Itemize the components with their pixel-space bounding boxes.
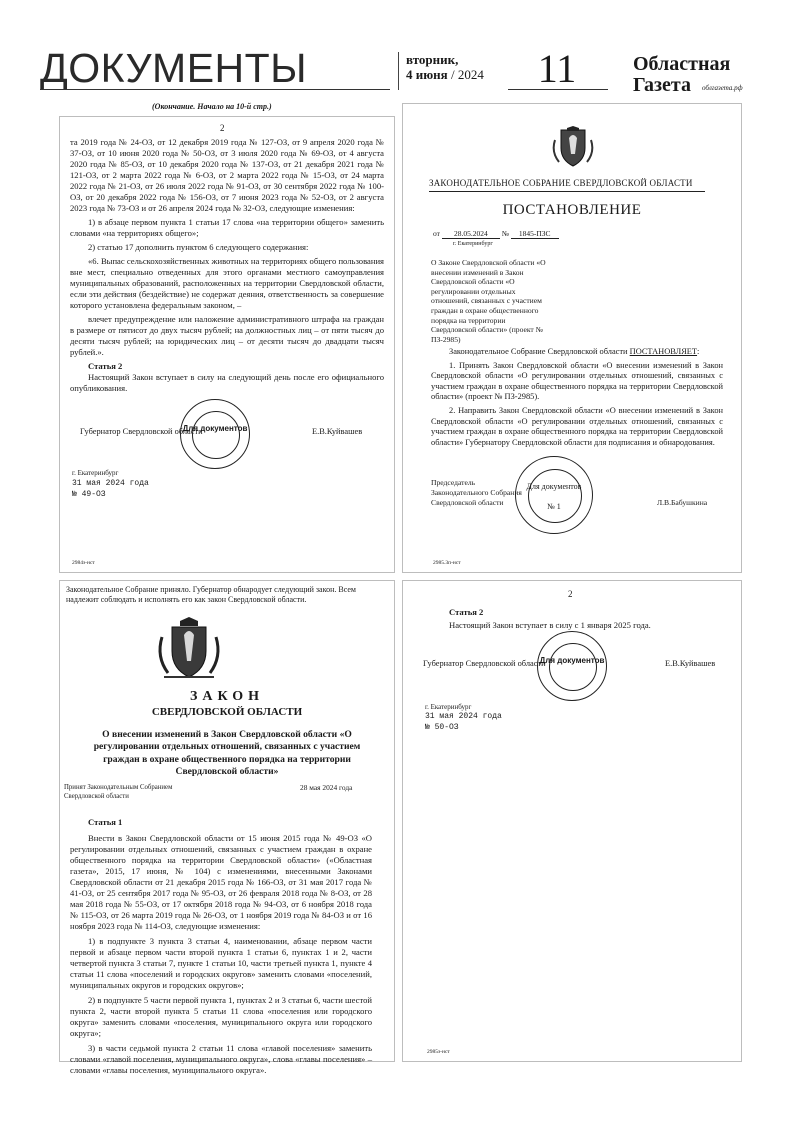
signer-name: Е.В.Куйвашев [665, 659, 716, 668]
seal-inner-ring [549, 643, 597, 691]
page-number: 11 [537, 46, 577, 91]
paragraph: Настоящий Закон вступает в силу на следующий день после его официального опубликования. [70, 372, 384, 393]
continuation-note: (Окончание. Начало на 10-й стр.) [152, 102, 272, 111]
document-law-50-page2 [402, 580, 742, 1062]
adopted-by-line2: Свердловской области [64, 793, 129, 800]
seal-label: Для документов [539, 656, 605, 665]
paragraph: влечет предупреждение или наложение административного штрафа на граждан в размере от пятисот до двух тысяч рублей; на должностных лиц – от пяти тысяч до десяти тысяч рублей; на юридических лиц – от десяти тысяч до двадцати тысяч рублей.». [70, 314, 384, 357]
from-label: от [433, 229, 440, 238]
resolution-item: 2. Направить Закон Свердловской области «О внесении изменений в Закон Свердловской области «О регулировании отдельных отношений, связанных с участием граждан в охране общественного порядка на территории Свердловской области» Губернатору Свердловской области для подписания и обнародования. [431, 405, 723, 447]
footer-code: 2984з-нст [72, 560, 95, 566]
law-body [70, 817, 372, 1076]
seal-inner-ring [528, 469, 582, 523]
paragraph: «6. Выпас сельскохозяйственных животных на территориях общего пользования вне мест, специально отведенных для этого органами местного самоуправления муниципальных образований, расположенных на территории Свердловской области, если эти действия (бездействие) не содержат деяния, ответственность за совершение которого установлена федеральным законом, – [70, 256, 384, 310]
law-word: ЗАКОН [189, 689, 265, 704]
proclamation: Законодательное Собрание приняло. Губернатор обнародует следующий закон. Всем надлежит соблюдать и исполнять его как закон Свердловской области. [66, 585, 356, 605]
issue-weekday: вторник, [406, 52, 459, 67]
document-type: ПОСТАНОВЛЕНИЕ [502, 202, 642, 218]
sign-date: 31 мая 2024 года [72, 479, 149, 488]
page-number-rule [508, 89, 608, 90]
header-rule [40, 89, 390, 90]
page-indicator: 2 [568, 589, 573, 599]
issue-date-year: / 2024 [447, 67, 484, 82]
coat-of-arms-emblem [551, 126, 595, 170]
paragraph: та 2019 года № 24-ОЗ, от 12 декабря 2019 года № 127-ОЗ, от 9 апреля 2020 года № 37-ОЗ, от 10 июня 2020 года № 50-ОЗ, от 3 июля 2020 года № 69-ОЗ, от 4 августа 2020 года № 85-ОЗ, от 10 декабря 2020 года № 137-ОЗ, от 21 декабря 2021 года № 121-ОЗ, от 2 марта 2022 года № 6-ОЗ, от 2 марта 2022 года № 15-ОЗ, от 24 марта 2022 года № 21-ОЗ, от 26 июля 2022 года № 91-ОЗ, от 30 сентября 2022 года № 100-ОЗ, от 20 декабря 2022 года № 156-ОЗ, от 7 июня 2023 года № 52-ОЗ, от 2 августа 2023 года № 73-ОЗ и от 26 апреля 2024 года № 32-ОЗ, следующие изменения: [70, 137, 384, 213]
document-law-49-page2 [59, 116, 395, 573]
paragraph: 2) в подпункте 5 части первой пункта 1, пунктах 2 и 3 статьи 6, части шестой пункта 2, части второй пункта 5 статьи 11 слова «поселения или городского округа» заменить словами «поселения, муниципального округа или городского округа»; [70, 995, 372, 1038]
authority-name: ЗАКОНОДАТЕЛЬНОЕ СОБРАНИЕ СВЕРДЛОВСКОЙ ОБЛАСТИ [429, 178, 693, 188]
chair-name: Л.В.Бабушкина [657, 498, 708, 507]
adopted-by-line1: Принят Законодательным Собранием [64, 784, 173, 791]
paragraph: Настоящий Закон вступает в силу с 1 января 2025 года. [449, 620, 651, 630]
paragraph: 1) в абзаце первом пункта 1 статьи 17 слова «на территории общего» заменить словами «на территориях общего»; [70, 217, 384, 238]
issue-date [406, 67, 484, 82]
signer-name: Е.В.Куйвашев [312, 427, 363, 436]
seal-label: Для документов [182, 424, 248, 433]
law-body [70, 137, 384, 394]
seal-stamp [537, 631, 607, 701]
seal-stamp [180, 399, 250, 469]
preamble-text: Законодательное Собрание Свердловской области [449, 347, 630, 356]
article-heading: Статья 1 [88, 817, 123, 827]
seal-stamp [515, 456, 593, 534]
coat-of-arms-emblem [154, 617, 224, 685]
sign-date: 31 мая 2024 года [425, 712, 502, 721]
chair-title-line3: Свердловской области [431, 498, 504, 507]
article-heading: Статья 2 [88, 361, 123, 371]
newspaper-name-line2: Газета [633, 74, 691, 96]
document-law-page1 [59, 580, 395, 1075]
authority-rule [429, 191, 705, 192]
document-date-line [433, 229, 559, 239]
preamble-end: : [697, 347, 700, 356]
chair-title-line2: Законодательного Собрания [431, 488, 522, 497]
footer-code: 2985.3п-нст [433, 560, 461, 566]
law-number: № 49-ОЗ [72, 490, 106, 499]
header-separator [398, 52, 399, 90]
newspaper-site: облгазета.рф [702, 84, 743, 92]
law-title: О внесении изменений в Закон Свердловской области «О регулировании отдельных отношений, связанных с участием граждан в охране общественного порядка на территории Свердловской области» [93, 729, 361, 778]
paragraph: Внести в Закон Свердловской области от 15 июня 2015 года № 49-ОЗ «О регулировании отдельных отношений, связанных с участием граждан в охране общественного порядка на территории Свердловской области» («Областная газета», 2015, 17 июня, № 104) с изменениями, внесенными Законами Свердловской области от 21 декабря 2015 года № 166-ОЗ, от 31 мая 2017 года № 41-ОЗ, от 25 сентября 2017 года № 95-ОЗ, от 26 февраля 2018 года № 8-ОЗ, от 28 мая 2018 года № 55-ОЗ, от 17 октября 2018 года № 94-ОЗ, от 6 ноября 2018 года № 115-ОЗ, от 26 марта 2019 года № 26-ОЗ, от 1 ноября 2019 года № 84-ОЗ и от 16 ноября 2023 года № 114-ОЗ, следующие изменения: [70, 833, 372, 931]
chair-title [431, 478, 522, 508]
document-city: г. Екатеринбург [453, 241, 493, 247]
newspaper-name-line1: Областная [633, 53, 731, 75]
article-heading: Статья 2 [449, 607, 484, 617]
paragraph: 2) статью 17 дополнить пунктом 6 следующего содержания: [88, 242, 309, 252]
section-title: ДОКУМЕНТЫ [40, 45, 307, 91]
page-indicator: 2 [220, 123, 225, 133]
footer-code: 2985з-нст [427, 1049, 450, 1055]
signer-title: Губернатор Свердловской области [423, 659, 546, 668]
document-number: 1845-ПЗС [511, 229, 559, 239]
seal-number: № 1 [547, 502, 561, 511]
document-resolution-1845 [402, 103, 742, 573]
resolution-item: 1. Принять Закон Свердловской области «О внесении изменений в Закон Свердловской области «О регулировании отдельных отношений, связанных с участием граждан в охране общественного порядка на территории Свердловской области» (проект № ПЗ-2985). [431, 360, 723, 402]
sign-city: г. Екатеринбург [72, 469, 119, 477]
preamble-verb: ПОСТАНОВЛЯЕТ [629, 347, 698, 356]
paragraph: 3) в части седьмой пункта 2 статьи 11 слова «главой поселения» заменить словами «главой поселения, муниципального округа», слова «главы поселения» – словами «главы поселения, муниципального округа». [70, 1043, 372, 1075]
number-label: № [501, 229, 509, 238]
preamble [431, 347, 723, 358]
document-date: 28.05.2024 [442, 229, 500, 239]
sign-city: г. Екатеринбург [425, 703, 472, 711]
adopted-date: 28 мая 2024 года [300, 783, 353, 792]
paragraph: 1) в подпункте 3 пункта 3 статьи 4, наименовании, абзаце первом части первой и абзаце первом части второй пункта 1 статьи 6, пунктах 1 и 2, части четвертой пункта 3 статьи 7, пункте 1 статьи 10, части третьей пункта 1, пункте 4 статьи 11 слова «поселений и городских округов» заменить словами «поселений, муниципальных округов и городских округов»; [70, 936, 372, 990]
seal-label: Для документов [526, 482, 582, 491]
resolution-body [431, 347, 723, 448]
adopted-by [64, 783, 172, 801]
chair-title-line1: Председатель [431, 478, 476, 487]
issue-date-day: 4 июня [406, 67, 448, 82]
document-subject: О Законе Свердловской области «О внесении изменений в Закон Свердловской области «О регулировании отдельных отношений, связанных с участием граждан в охране общественного порядка на территории Свердловской области» (проект № ПЗ-2985) [431, 258, 546, 344]
signer-title: Губернатор Свердловской области [80, 427, 203, 436]
law-number: № 50-ОЗ [425, 723, 459, 732]
seal-inner-ring [192, 411, 240, 459]
law-region: СВЕРДЛОВСКОЙ ОБЛАСТИ [151, 706, 303, 718]
